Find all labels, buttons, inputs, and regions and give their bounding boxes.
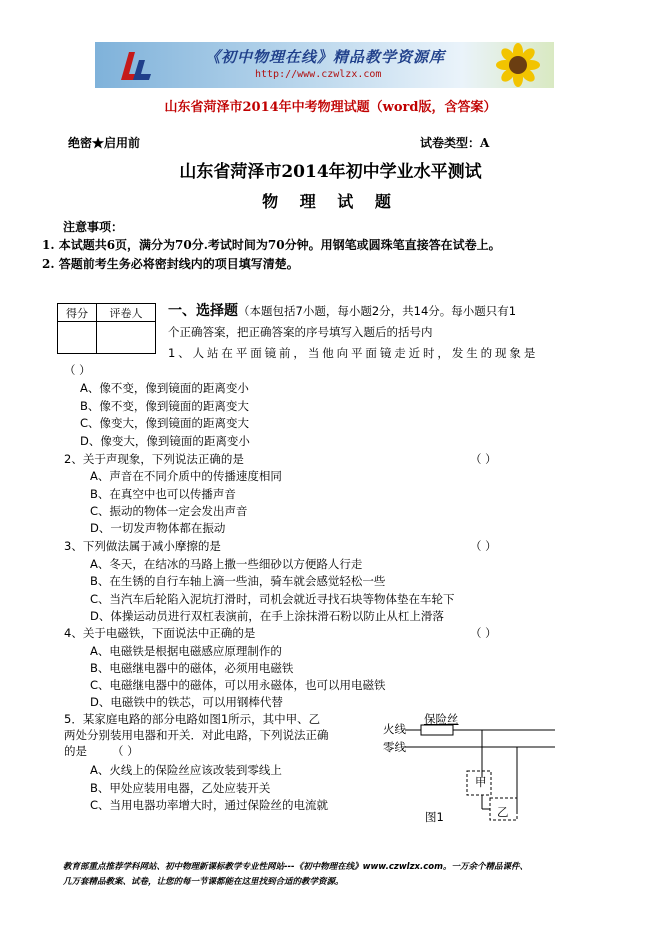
secret-label: 绝密★启用前 bbox=[68, 136, 141, 150]
option-item: A、火线上的保险丝应该改装到零线上 bbox=[90, 763, 282, 777]
question-stem: 4、关于电磁铁，下面说法中正确的是 bbox=[64, 626, 256, 640]
page-footer bbox=[63, 860, 528, 890]
option-item: C、振动的物体一定会发出声音 bbox=[90, 504, 248, 518]
score-header: 得分 bbox=[58, 304, 97, 322]
exam-type-label: 试卷类型：A bbox=[420, 136, 490, 150]
question-stem: 3、下列做法属于减小摩擦的是 bbox=[64, 539, 221, 553]
notice-heading: 注意事项： bbox=[63, 220, 124, 234]
exam-subject: 物 理 试 题 bbox=[262, 192, 399, 211]
option-item: B、在生锈的自行车轴上滴一些油，骑车就会感觉轻松一些 bbox=[90, 574, 386, 588]
option-item: A、声音在不同介质中的传播速度相同 bbox=[90, 469, 282, 483]
banner-url: http://www.czwlzx.com bbox=[255, 69, 382, 80]
grader-cell[interactable] bbox=[97, 322, 156, 354]
footer-line: 几万套精品教案、试卷，让您的每一节课都能在这里找到合适的教学资源。 bbox=[63, 877, 344, 887]
option-item: D、电磁铁中的铁芯，可以用钢棒代替 bbox=[90, 695, 283, 709]
live-wire-label: 火线 bbox=[383, 722, 406, 736]
section-desc: （本题包括7小题，每小题2分，共14分。每小题只有1 bbox=[238, 304, 517, 318]
option-item: C、电磁继电器中的磁体，可以用永磁体，也可以用电磁铁 bbox=[90, 678, 386, 692]
option-item: D、一切发声物体都在振动 bbox=[90, 521, 226, 535]
grader-header: 评卷人 bbox=[97, 304, 156, 322]
section-header bbox=[168, 300, 516, 320]
banner-title: 《初中物理在线》精品教学资源库 bbox=[205, 48, 446, 66]
figure-caption: 图1 bbox=[425, 810, 444, 824]
option-item: D、体操运动员进行双杠表演前，在手上涂抹滑石粉以防止从杠上滑落 bbox=[90, 609, 444, 623]
option-item: B、电磁继电器中的磁体，必须用电磁铁 bbox=[90, 661, 294, 675]
question-stem: 的是 bbox=[64, 744, 87, 758]
site-logo-icon bbox=[115, 46, 155, 84]
footer-line: 教育部重点推荐学科网站、初中物理新课标教学专业性网站---《初中物理在线》www.czwlzx.com。一万余个精品课件、 bbox=[63, 862, 528, 872]
answer-paren[interactable]: （ ） bbox=[470, 452, 497, 466]
answer-paren[interactable]: （ ） bbox=[64, 363, 91, 377]
score-table bbox=[57, 303, 156, 354]
question-stem: 两处分别装用电器和开关．对此电路，下列说法正确 bbox=[64, 728, 329, 742]
option-item: B、在真空中也可以传播声音 bbox=[90, 487, 236, 501]
site-banner bbox=[95, 42, 554, 88]
option-item: D、像变大，像到镜面的距离变小 bbox=[80, 434, 250, 448]
option-item: A、像不变，像到镜面的距离变小 bbox=[80, 381, 249, 395]
notice-item: 1. 本试题共6页，满分为70分.考试时间为70分钟。用钢笔或圆珠笔直接答在试卷上。 bbox=[42, 238, 501, 252]
sunflower-icon bbox=[488, 42, 548, 88]
question-stem: 1、人站在平面镜前，当他向平面镜走近时，发生的现象是 bbox=[168, 346, 539, 360]
question-stem: 5．某家庭电路的部分电路如图1所示，其中甲、乙 bbox=[64, 712, 321, 726]
option-item: A、冬天，在结冰的马路上撒一些细砂以方便路人行走 bbox=[90, 557, 363, 571]
neutral-wire-label: 零线 bbox=[383, 740, 406, 754]
fuse-label: 保险丝 bbox=[424, 712, 459, 726]
score-cell[interactable] bbox=[58, 322, 97, 354]
option-item: C、当用电器功率增大时，通过保险丝的电流就 bbox=[90, 798, 329, 812]
option-item: C、像变大，像到镜面的距离变大 bbox=[80, 416, 250, 430]
jia-label: 甲 bbox=[475, 775, 487, 789]
option-item: A、电磁铁是根据电磁感应原理制作的 bbox=[90, 644, 282, 658]
document-title: 山东省菏泽市2014年中考物理试题（word版，含答案） bbox=[164, 100, 497, 115]
section-desc-line2: 个正确答案，把正确答案的序号填写入题后的括号内 bbox=[168, 325, 433, 339]
answer-paren[interactable]: （ ） bbox=[470, 626, 497, 640]
notice-item: 2. 答题前考生务必将密封线内的项目填写清楚。 bbox=[42, 257, 299, 271]
option-item: C、当汽车后轮陷入泥坑打滑时，司机会就近寻找石块等物体垫在车轮下 bbox=[90, 592, 455, 606]
yi-label: 乙 bbox=[497, 805, 509, 819]
option-item: B、甲处应装用电器，乙处应装开关 bbox=[90, 781, 271, 795]
option-item: B、像不变，像到镜面的距离变大 bbox=[80, 399, 249, 413]
section-title: 一、选择题 bbox=[168, 303, 238, 319]
answer-paren[interactable]: （ ） bbox=[112, 744, 139, 758]
answer-paren[interactable]: （ ） bbox=[470, 539, 497, 553]
exam-title: 山东省菏泽市2014年初中学业水平测试 bbox=[179, 162, 482, 182]
question-stem: 2、关于声现象，下列说法正确的是 bbox=[64, 452, 244, 466]
